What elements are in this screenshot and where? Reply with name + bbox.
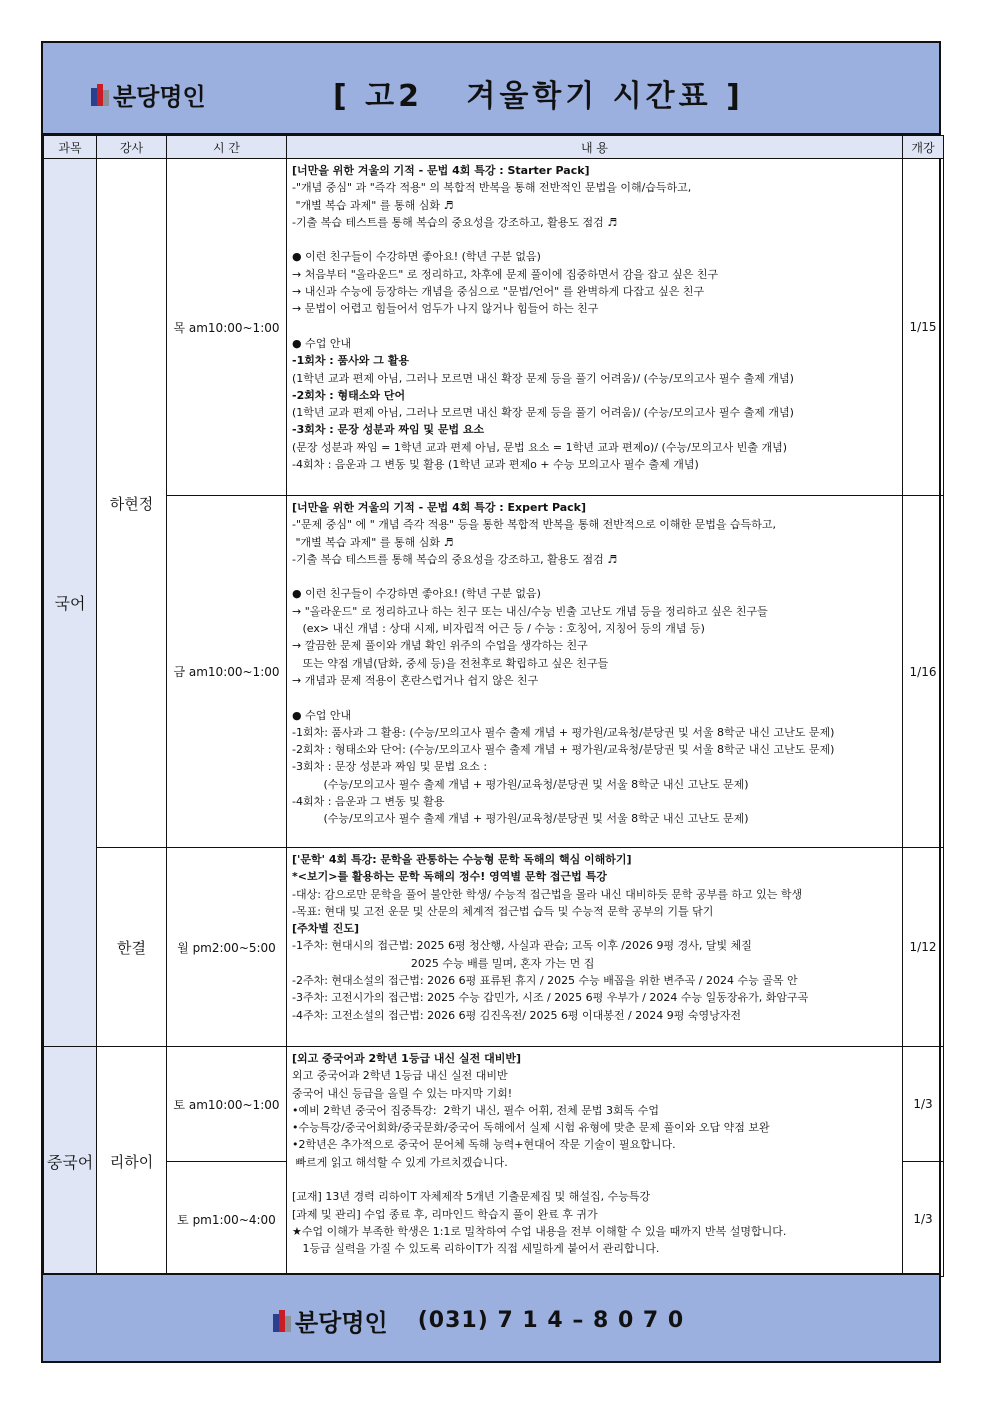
content-line: 2025 수능 배를 밀며, 혼자 가는 먼 집 bbox=[292, 956, 595, 970]
content-line: ● 이런 친구들이 수강하면 좋아요! (학년 구분 없음) bbox=[292, 587, 541, 601]
content-line: -기출 복습 테스트를 통해 복습의 중요성을 강조하고, 활용도 점검 ♬ bbox=[292, 552, 618, 566]
start-date-cell: 1/12 bbox=[903, 848, 944, 1047]
content-line: [너만을 위한 겨울의 기적 - 문법 4회 특강 : Expert Pack] bbox=[292, 501, 587, 514]
content-cell bbox=[287, 496, 903, 848]
content-line bbox=[292, 318, 899, 335]
header-banner bbox=[43, 43, 939, 135]
logo-text: 분당명인 bbox=[113, 83, 206, 111]
content-line: -기출 복습 테스트를 통해 복습의 중요성을 강조하고, 활용도 점검 ♬ bbox=[292, 215, 618, 229]
content-line: [주차별 진도] bbox=[292, 922, 360, 936]
col-header-time: 시 간 bbox=[167, 136, 287, 159]
teacher-cell: 한결 bbox=[97, 848, 167, 1047]
content-line: -3회차 : 문장 성분과 짜임 및 문법 요소 bbox=[292, 423, 485, 437]
header-logo bbox=[91, 77, 206, 112]
subject-korean: 국어 bbox=[44, 159, 97, 1047]
content-line: •2학년은 추가적으로 중국어 문어체 독해 능력+현대어 작문 기술이 필요합니다. bbox=[292, 1138, 676, 1152]
content-line bbox=[292, 568, 899, 585]
content-line: → 개념과 문제 적용이 혼란스럽거나 쉽지 않은 친구 bbox=[292, 673, 539, 687]
start-date-cell: 1/16 bbox=[903, 496, 944, 848]
start-date-cell: 1/3 bbox=[903, 1162, 944, 1277]
time-cell: 월 pm2:00~5:00 bbox=[167, 848, 287, 1047]
col-header-teacher: 강사 bbox=[97, 136, 167, 159]
content-line: (ex> 내신 개념 : 상대 시제, 비자립적 어근 등 / 수능 : 호칭어, 지칭어 등의 개념 등) bbox=[292, 622, 705, 636]
content-line: [외고 중국어과 2학년 1등급 내신 실전 대비반] bbox=[292, 1052, 521, 1065]
time-cell: 목 am10:00~1:00 bbox=[167, 159, 287, 496]
footer-phone: (031) 7 1 4 – 8 0 7 0 bbox=[417, 1308, 685, 1333]
logo-icon bbox=[91, 84, 109, 106]
content-line: → 처음부터 "올라운드" 로 정리하고, 차후에 문제 풀이에 집중하면서 감을 잡고 싶은 친구 bbox=[292, 267, 719, 281]
content-line: -대상: 감으로만 문학을 풀어 불안한 학생/ 수능적 접근법을 몰라 내신 대비하듯 문학 공부를 하고 있는 학생 bbox=[292, 887, 803, 901]
content-line: "개별 복습 과제" 를 통해 심화 ♬ bbox=[292, 198, 454, 212]
content-line: -1회차: 품사과 그 활용: (수능/모의고사 필수 출제 개념 + 평가원/교육청/분당권 및 서울 8학군 내신 고난도 문제) bbox=[292, 725, 835, 739]
content-line: -4회차 : 음운과 그 변동 및 활용 (1학년 교과 편제o + 수능 모의고사 필수 출제 개념) bbox=[292, 458, 699, 472]
time-cell: 토 pm1:00~4:00 bbox=[167, 1162, 287, 1277]
time-cell: 토 am10:00~1:00 bbox=[167, 1047, 287, 1162]
content-line: -1주차: 현대시의 접근법: 2025 6평 청산행, 사실과 관슴; 고독 이후 /2026 9평 경사, 달빛 체질 bbox=[292, 939, 752, 953]
start-date-cell: 1/3 bbox=[903, 1047, 944, 1162]
content-lines bbox=[292, 1050, 899, 1258]
content-cell bbox=[287, 848, 903, 1047]
content-line: ['문학' 4회 특강: 문학을 관통하는 수능형 문학 독해의 핵심 이해하기] bbox=[292, 853, 632, 866]
content-line bbox=[292, 1171, 899, 1188]
table-row bbox=[44, 1047, 944, 1162]
content-line: ● 이런 친구들이 수강하면 좋아요! (학년 구분 없음) bbox=[292, 250, 541, 264]
content-lines bbox=[292, 162, 899, 473]
page-title: [ 고2 겨울학기 시간표 ] bbox=[333, 79, 744, 114]
content-line: 빠르게 읽고 해석할 수 있게 가르치겠습니다. bbox=[292, 1155, 508, 1169]
content-line: -1회차 : 품사와 그 활용 bbox=[292, 354, 409, 368]
content-line: ● 수업 안내 bbox=[292, 708, 352, 722]
content-line: -2주차: 현대소설의 접근법: 2026 6평 표류된 휴지 / 2025 수능 배꼽을 위한 변주곡 / 2024 수능 골목 안 bbox=[292, 974, 798, 988]
content-line: ● 수업 안내 bbox=[292, 336, 352, 350]
footer-banner bbox=[43, 1273, 939, 1361]
col-header-content: 내 용 bbox=[287, 136, 903, 159]
content-line: *<보기>를 활용하는 문학 독해의 정수! 영역별 문학 접근법 특강 bbox=[292, 870, 607, 884]
content-line: -2회차 : 형태소와 단어: (수능/모의고사 필수 출제 개념 + 평가원/교육청/분당권 및 서울 8학군 내신 고난도 문제) bbox=[292, 743, 835, 757]
content-line bbox=[292, 231, 899, 248]
col-header-start: 개강 bbox=[903, 136, 944, 159]
table-row bbox=[44, 496, 944, 848]
timetable bbox=[43, 135, 944, 1277]
content-line: -"개념 중심" 과 "즉각 적용" 의 복합적 반복을 통해 전반적인 문법을 이해/습득하고, bbox=[292, 181, 692, 195]
content-line: 또는 약점 개념(담화, 중세 등)을 전천후로 확립하고 싶은 친구들 bbox=[292, 656, 609, 670]
table-row bbox=[44, 848, 944, 1047]
table-header-row bbox=[44, 136, 944, 159]
timetable-frame bbox=[41, 41, 941, 1363]
teacher-cell: 리하이 bbox=[97, 1047, 167, 1277]
content-line: 1등급 실력을 가질 수 있도록 리하이T가 직접 세밀하게 붙어서 관리합니다. bbox=[292, 1242, 660, 1256]
content-line: •수능특강/중국어회화/중국문화/중국어 독해에서 실제 시험 유형에 맞춘 문제 풀이와 오답 약점 보완 bbox=[292, 1121, 770, 1135]
content-line: [너만을 위한 겨울의 기적 - 문법 4회 특강 : Starter Pack] bbox=[292, 164, 590, 177]
teacher-cell: 하현정 bbox=[97, 159, 167, 848]
content-line: (1학년 교과 편제 아님, 그러나 모르면 내신 확장 문제 등을 풀기 어려움)/ (수능/모의고사 필수 출제 개념) bbox=[292, 406, 794, 420]
logo-icon bbox=[273, 1310, 291, 1332]
content-line: -3주차: 고전시가의 접근법: 2025 수능 갑민가, 시조 / 2025 6평 우부가 / 2024 수능 일동장유가, 화암구곡 bbox=[292, 991, 809, 1005]
content-lines bbox=[292, 499, 899, 828]
content-line: -4주차: 고전소설의 접근법: 2026 6평 김진옥전/ 2025 6평 이대봉전 / 2024 9평 숙영낭자전 bbox=[292, 1008, 742, 1022]
time-cell: 금 am10:00~1:00 bbox=[167, 496, 287, 848]
col-header-subject: 과목 bbox=[44, 136, 97, 159]
content-line: 중국어 내신 등급을 올릴 수 있는 마지막 기회! bbox=[292, 1086, 513, 1100]
content-cell bbox=[287, 159, 903, 496]
content-line: •예비 2학년 중국어 집중특강: 2학기 내신, 필수 어휘, 전체 문법 3회독 수업 bbox=[292, 1103, 660, 1117]
content-line: -4회차 : 음운과 그 변동 및 활용 bbox=[292, 795, 445, 809]
content-cell bbox=[287, 1047, 903, 1277]
content-line: 외고 중국어과 2학년 1등급 내신 실전 대비반 bbox=[292, 1069, 508, 1083]
content-line: -목표: 현대 및 고전 운문 및 산문의 체계적 접근법 습득 및 수능적 문학 공부의 기틀 닦기 bbox=[292, 904, 714, 918]
content-line: (수능/모의고사 필수 출제 개념 + 평가원/교육청/분당권 및 서울 8학군 내신 고난도 문제) bbox=[292, 777, 749, 791]
content-line: -2회차 : 형태소와 단어 bbox=[292, 388, 406, 402]
content-line: -"문제 중심" 에 " 개념 즉각 적용" 등을 통한 복합적 반복을 통해 전반적으로 이해한 문법을 습득하고, bbox=[292, 518, 776, 532]
content-line: [교재] 13년 경력 리하이T 자체제작 5개년 기출문제집 및 해설집, 수능특강 bbox=[292, 1190, 651, 1204]
content-line: (문장 성분과 짜임 = 1학년 교과 편제 아님, 문법 요소 = 1학년 교과 편제o)/ (수능/모의고사 빈출 개념) bbox=[292, 440, 788, 454]
table-row bbox=[44, 159, 944, 496]
footer-logo-text: 분당명인 bbox=[295, 1309, 388, 1337]
content-line: (1학년 교과 편제 아님, 그러나 모르면 내신 확장 문제 등을 풀기 어려움)/ (수능/모의고사 필수 출제 개념) bbox=[292, 371, 794, 385]
content-line: -3회차 : 문장 성분과 짜임 및 문법 요소 : bbox=[292, 760, 488, 774]
footer-contact bbox=[273, 1303, 684, 1338]
subject-chinese: 중국어 bbox=[44, 1047, 97, 1277]
content-line: → 문법이 어렵고 힘들어서 엄두가 나지 않거나 힘들어 하는 친구 bbox=[292, 302, 599, 316]
content-line: → 내신과 수능에 등장하는 개념을 중심으로 "문법/언어" 를 완벽하게 다잡고 싶은 친구 bbox=[292, 285, 705, 299]
content-line: "개별 복습 과제" 를 통해 심화 ♬ bbox=[292, 535, 454, 549]
content-line: → "올라운드" 로 정리하고나 하는 친구 또는 내신/수능 빈출 고난도 개념 등을 정리하고 싶은 친구들 bbox=[292, 604, 768, 618]
content-line bbox=[292, 689, 899, 706]
content-line: → 깔끔한 문제 풀이와 개념 확인 위주의 수업을 생각하는 친구 bbox=[292, 639, 588, 653]
content-lines bbox=[292, 851, 899, 1024]
start-date-cell: 1/15 bbox=[903, 159, 944, 496]
content-line: (수능/모의고사 필수 출제 개념 + 평가원/교육청/분당권 및 서울 8학군 내신 고난도 문제) bbox=[292, 812, 749, 826]
content-line: ★수업 이해가 부족한 학생은 1:1로 밀착하여 수업 내용을 전부 이해할 수 있을 때까지 반복 설명합니다. bbox=[292, 1224, 787, 1238]
content-line: [과제 및 관리] 수업 종료 후, 리마인드 학습지 풀이 완료 후 귀가 bbox=[292, 1207, 598, 1221]
